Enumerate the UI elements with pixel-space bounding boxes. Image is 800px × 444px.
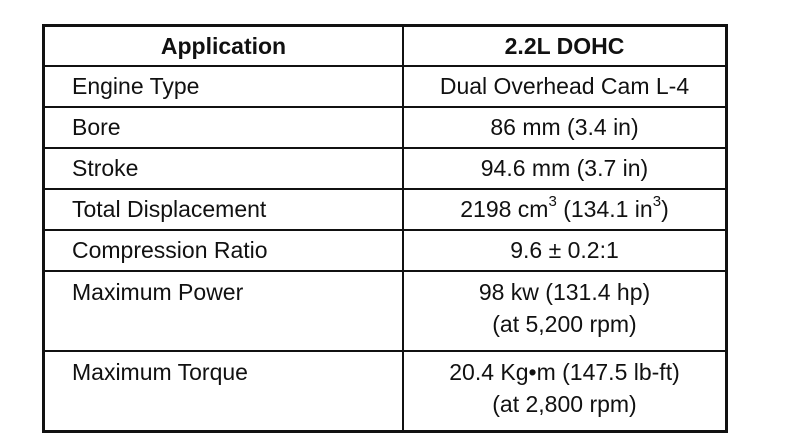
- superscript: 3: [548, 193, 557, 211]
- row-value: [403, 189, 727, 230]
- table-row: [44, 271, 727, 351]
- row-label: Maximum Power: [44, 271, 404, 351]
- value-line: 98 kw (131.4 hp): [478, 279, 651, 305]
- engine-spec-table: [42, 24, 728, 433]
- header-engine: 2.2L DOHC: [403, 26, 727, 67]
- table-header-row: [44, 26, 727, 67]
- table-row: [44, 107, 727, 148]
- value-line: (at 5,200 rpm): [492, 311, 637, 337]
- row-value: 9.6 ± 0.2:1: [403, 230, 727, 271]
- value-part: ): [661, 196, 669, 222]
- row-value: 94.6 mm (3.7 in): [403, 148, 727, 189]
- row-label: Engine Type: [44, 66, 404, 107]
- value-line: (at 2,800 rpm): [492, 391, 637, 417]
- row-label: Stroke: [44, 148, 404, 189]
- value-part: (134.1 in: [556, 196, 653, 222]
- table-row: [44, 189, 727, 230]
- row-value: Dual Overhead Cam L-4: [403, 66, 727, 107]
- row-label: Maximum Torque: [44, 351, 404, 432]
- row-value: 86 mm (3.4 in): [403, 107, 727, 148]
- row-label: Total Displacement: [44, 189, 404, 230]
- header-application: Application: [44, 26, 404, 67]
- row-value: [403, 351, 727, 432]
- row-label: Compression Ratio: [44, 230, 404, 271]
- superscript: 3: [652, 193, 662, 211]
- value-part: 2198 cm: [460, 196, 549, 222]
- value-line: 20.4 Kg•m (147.5 lb-ft): [449, 359, 680, 385]
- table-row: [44, 148, 727, 189]
- row-label: Bore: [44, 107, 404, 148]
- table-row: [44, 66, 727, 107]
- table-row: [44, 230, 727, 271]
- row-value: [403, 271, 727, 351]
- table-row: [44, 351, 727, 432]
